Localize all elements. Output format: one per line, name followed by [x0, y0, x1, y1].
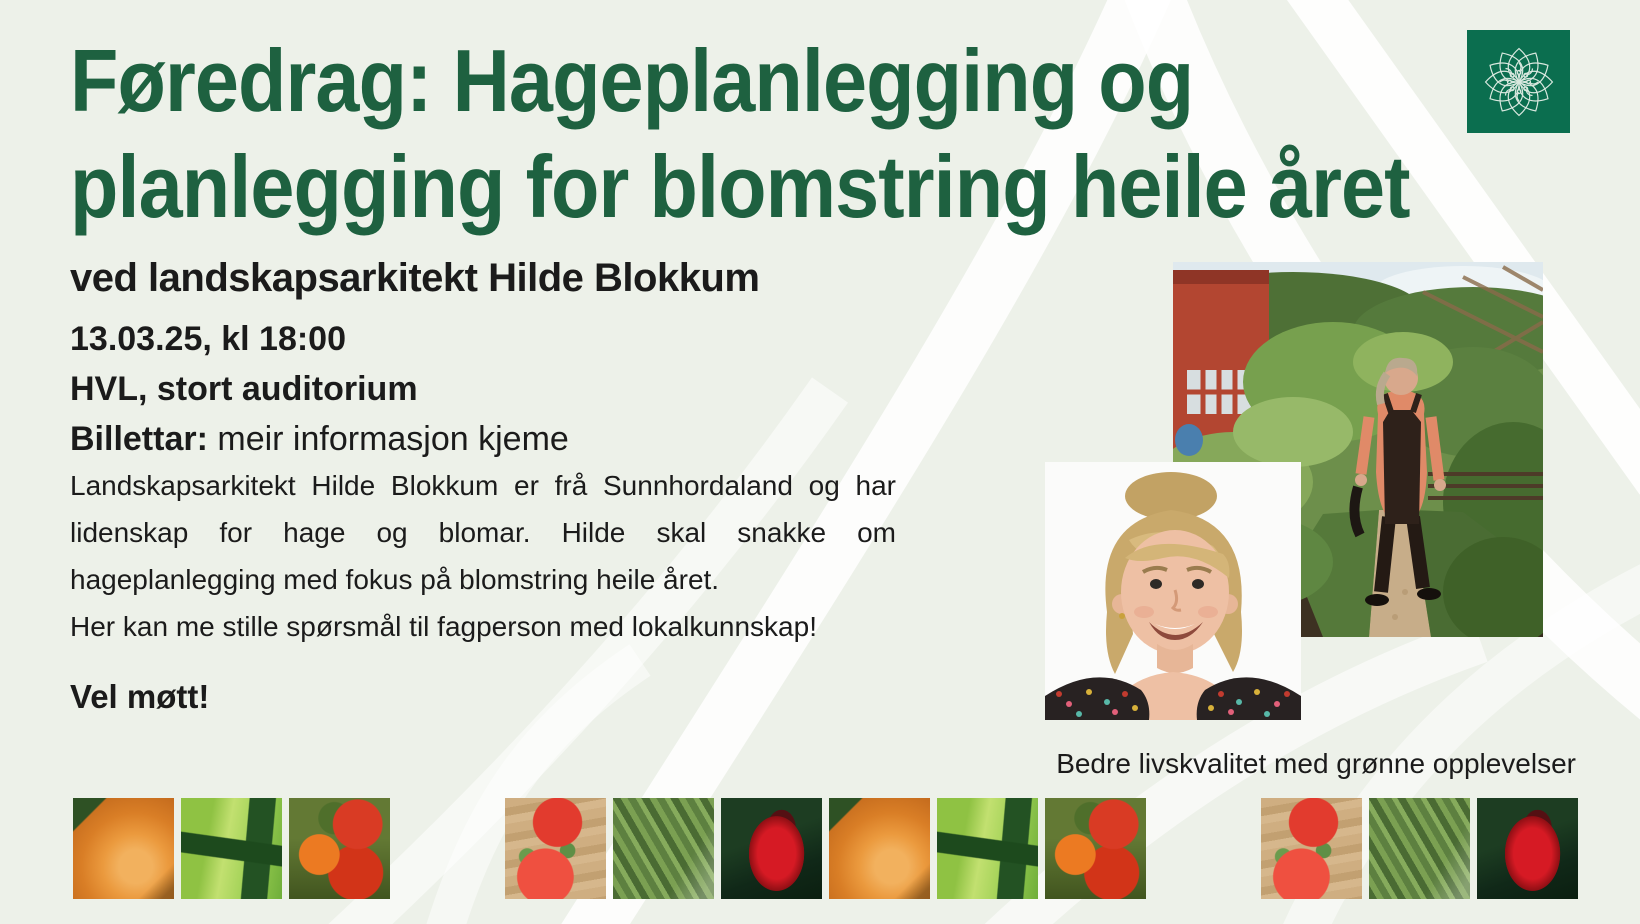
title-line-2: planlegging for blomstring heile året	[70, 137, 1410, 236]
page-title	[70, 28, 1558, 240]
photo-strip	[73, 798, 1578, 899]
strawberries-photo-tile	[505, 798, 606, 899]
event-info	[70, 314, 569, 464]
title-line-1: Føredrag: Hageplanlegging og	[70, 31, 1194, 130]
event-tickets	[70, 414, 569, 464]
body-line-2: Her kan me stille spørsmål til fagperson med lokalkunnskap!	[70, 611, 817, 642]
leek-photo-tile	[397, 798, 498, 899]
pumpkin-photo-tile	[73, 798, 174, 899]
green-beans-photo-tile	[1369, 798, 1470, 899]
tickets-label: Billettar:	[70, 420, 208, 458]
body-text	[70, 462, 896, 650]
pumpkin-photo-tile	[829, 798, 930, 899]
green-beans-photo-tile	[613, 798, 714, 899]
event-datetime: 13.03.25, kl 18:00	[70, 320, 347, 358]
cucumber-photo-tile	[181, 798, 282, 899]
red-pepper-photo-tile	[1477, 798, 1578, 899]
speaker-line: ved landskapsarkitekt Hilde Blokkum	[70, 256, 760, 300]
tomatoes-photo-tile	[289, 798, 390, 899]
red-pepper-photo-tile	[721, 798, 822, 899]
organization-logo	[1467, 30, 1570, 133]
leek-photo-tile	[1153, 798, 1254, 899]
closing-line: Vel møtt!	[70, 678, 210, 715]
cucumber-photo-tile	[937, 798, 1038, 899]
tickets-info: meir informasjon kjeme	[207, 420, 569, 458]
event-venue: HVL, stort auditorium	[70, 370, 418, 408]
strawberries-photo-tile	[1261, 798, 1362, 899]
portrait-photo	[1045, 462, 1301, 720]
rosette-icon	[1476, 39, 1562, 125]
body-paragraph: Landskapsarkitekt Hilde Blokkum er frå Sunnhordaland og har lidenskap for hage og blomar. Hilde skal snakke om hageplanlegging med fokus på blomstring heile året.	[70, 470, 896, 595]
tomatoes-photo-tile	[1045, 798, 1146, 899]
tagline: Bedre livskvalitet med grønne opplevelser	[1056, 748, 1576, 779]
